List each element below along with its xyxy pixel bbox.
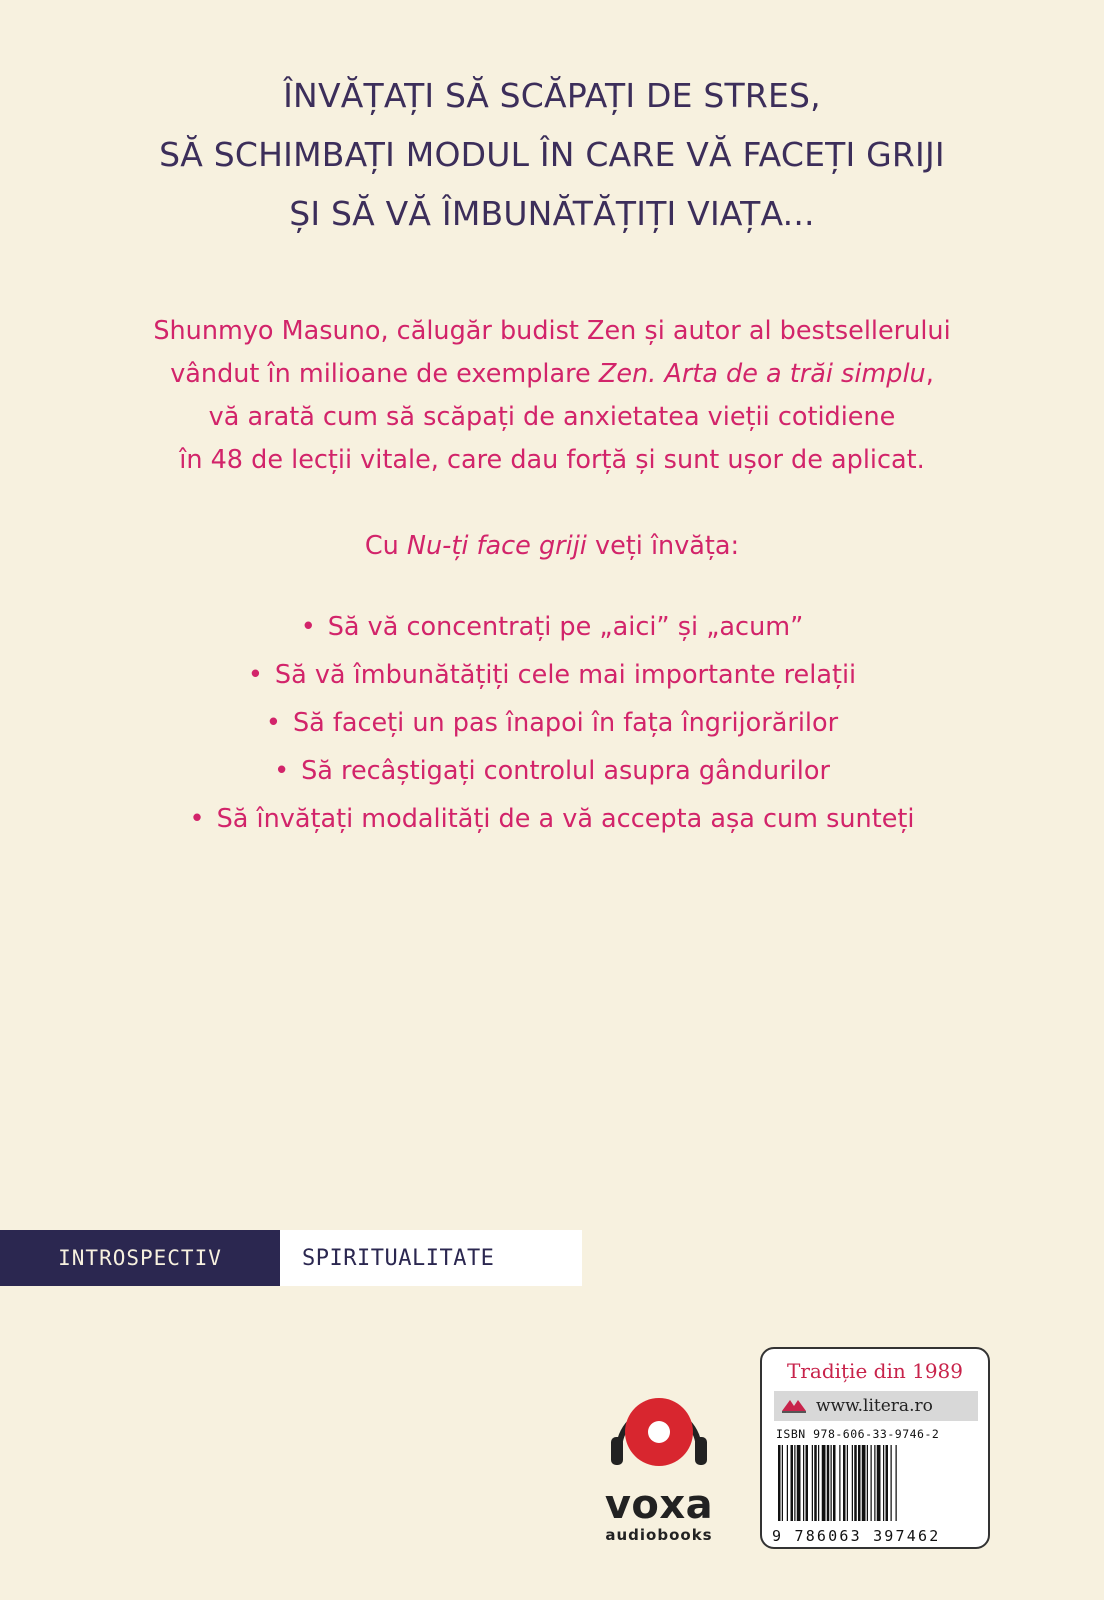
bullet-icon: • (189, 804, 205, 834)
list-item (0, 699, 1104, 747)
description-text: vândut în milioane de exemplare (170, 359, 599, 389)
barcode-bar (871, 1445, 872, 1521)
barcode-bar (787, 1445, 788, 1521)
barcode-bar (891, 1445, 892, 1521)
barcode-bar (854, 1445, 857, 1521)
headline-line-3: ȘI SĂ VĂ ÎMBUNĂTĂȚIȚI VIAȚA... (289, 194, 815, 233)
list-item (0, 603, 1104, 651)
litera-logo-icon (780, 1397, 808, 1415)
barcode-bar (814, 1445, 817, 1521)
headline (0, 66, 1104, 243)
barcode-bar (812, 1445, 813, 1521)
barcode-bar (822, 1445, 826, 1521)
list-item-text: Să vă îmbunătățiți cele mai importante relații (274, 660, 857, 690)
book-title: Nu-ți face griji (406, 531, 587, 561)
list-item (0, 747, 1104, 795)
barcode-bar (883, 1445, 884, 1521)
referenced-book-title: Zen. Arta de a trăi simplu (598, 359, 926, 389)
barcode-bar (797, 1445, 801, 1521)
barcode-bar (839, 1445, 840, 1521)
list-item-text: Să vă concentrați pe „aici” și „acum” (327, 612, 804, 642)
description-line-4: în 48 de lecții vitale, care dau forță și sunt ușor de aplicat. (179, 445, 925, 475)
book-description (0, 310, 1104, 482)
bullets-intro (0, 525, 1104, 568)
headline-line-1: ÎNVĂȚAȚI SĂ SCĂPAȚI DE STRES, (283, 76, 821, 115)
category-band (0, 1230, 582, 1286)
logo-word: voxa (604, 1482, 714, 1528)
barcode-bar (827, 1445, 830, 1521)
description-punct: , (925, 359, 934, 389)
barcode-bar (886, 1445, 889, 1521)
bullet-icon: • (274, 756, 290, 786)
barcode (776, 1445, 972, 1523)
list-item (0, 795, 1104, 843)
collection-tag: INTROSPECTIV (0, 1230, 280, 1286)
barcode-bar (791, 1445, 794, 1521)
voxa-logo (594, 1362, 724, 1544)
barcode-bar (896, 1445, 897, 1521)
benefits-list (0, 603, 1104, 843)
barcode-bar (782, 1445, 783, 1521)
logo-subtitle: audiobooks (605, 1526, 713, 1544)
barcode-bar (874, 1445, 875, 1521)
list-item-text: Să recâștigați controlul asupra gândurilor (301, 756, 830, 786)
barcode-bar (877, 1445, 881, 1521)
list-item-text: Să faceți un pas înapoi în fața îngrijorărilor (292, 708, 839, 738)
list-item-text: Să învățați modalități de a vă accepta așa cum sunteți (216, 804, 915, 834)
barcode-digits: 9 786063 397462 (772, 1527, 941, 1545)
barcode-bar (867, 1445, 868, 1521)
bullet-icon: • (300, 612, 316, 642)
barcode-bar (794, 1445, 795, 1521)
tradition-label: Tradiție din 1989 (787, 1359, 963, 1383)
website-band (774, 1391, 978, 1421)
barcode-bar (858, 1445, 861, 1521)
list-item (0, 651, 1104, 699)
barcode-bar (852, 1445, 853, 1521)
barcode-bar (818, 1445, 819, 1521)
barcode-bar (862, 1445, 866, 1521)
barcode-bar (833, 1445, 836, 1521)
bullet-icon: • (247, 660, 263, 690)
headline-line-2: SĂ SCHIMBAȚI MODUL ÎN CARE VĂ FACEȚI GRIJI (159, 135, 945, 174)
barcode-bar (803, 1445, 804, 1521)
website-url: www.litera.ro (816, 1396, 933, 1416)
bullet-icon: • (265, 708, 281, 738)
barcode-bar (778, 1445, 781, 1521)
barcode-bar (847, 1445, 848, 1521)
barcode-bar (831, 1445, 832, 1521)
headphones-icon (594, 1362, 724, 1472)
barcode-bar (806, 1445, 809, 1521)
description-line-3: vă arată cum să scăpați de anxietatea vieții cotidiene (208, 402, 896, 432)
intro-post: veți învăța: (586, 531, 740, 561)
barcode-bar (843, 1445, 846, 1521)
isbn-box (760, 1347, 990, 1549)
genre-label: SPIRITUALITATE (280, 1230, 582, 1286)
intro-pre: Cu (364, 531, 407, 561)
description-line-1: Shunmyo Masuno, călugăr budist Zen și autor al bestsellerului (153, 316, 951, 346)
description-line-2 (0, 353, 1104, 396)
isbn-label: ISBN 978-606-33-9746-2 (776, 1427, 940, 1441)
